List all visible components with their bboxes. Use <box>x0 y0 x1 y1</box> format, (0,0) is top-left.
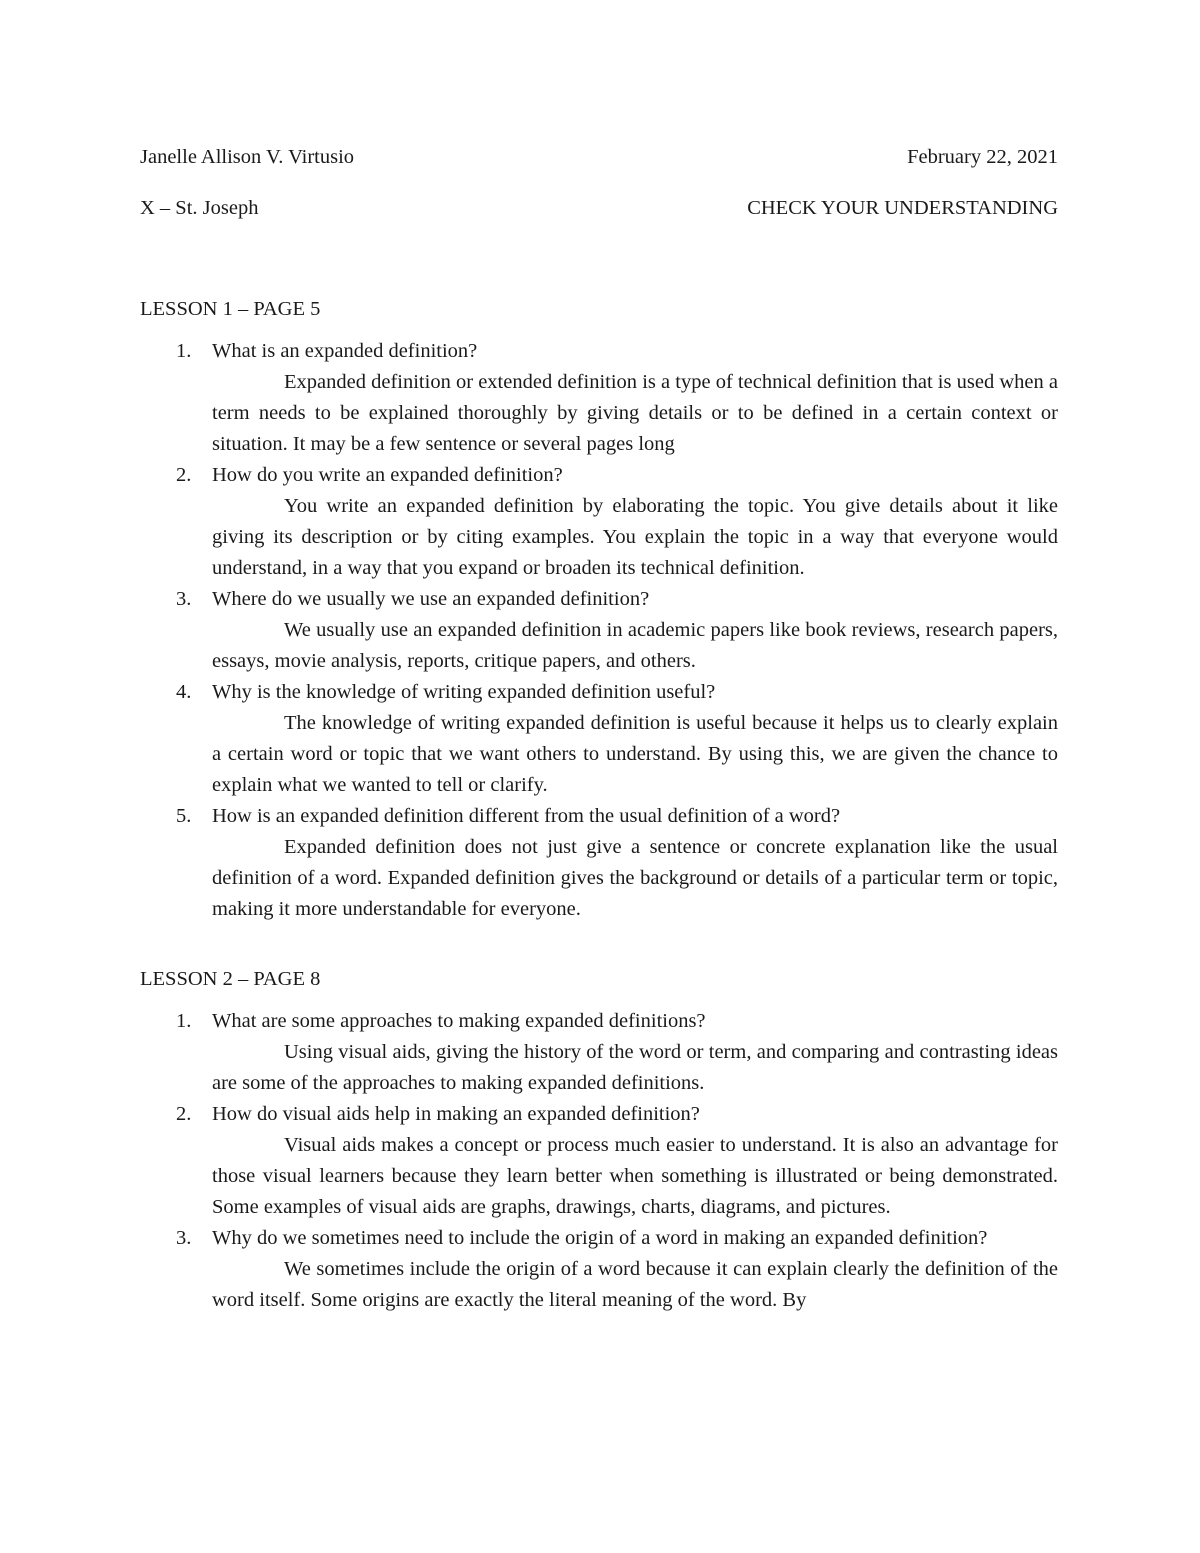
lesson-1-section <box>140 296 1058 925</box>
question-list <box>140 336 1058 925</box>
class-section: X – St. Joseph <box>140 197 259 219</box>
answer-text: Visual aids makes a concept or process much easier to understand. It is also an advantage for those visual learners because they learn better when something is illustrated or being demonstrated. Some examples of visual aids are graphs, drawings, charts, diagrams, and pictures. <box>212 1134 1058 1218</box>
question-text: What is an expanded definition? <box>212 340 478 362</box>
answer-text: We sometimes include the origin of a word because it can explain clearly the definition of the word itself. Some origins are exactly the literal meaning of the word. By <box>212 1258 1058 1311</box>
document-date: February 22, 2021 <box>907 146 1058 168</box>
item-number: 2. <box>176 1103 192 1125</box>
list-item <box>140 677 1058 801</box>
question-text: Where do we usually we use an expanded definition? <box>212 588 650 610</box>
lesson-title: LESSON 1 – PAGE 5 <box>140 298 321 320</box>
header-row-name-date <box>140 144 1058 170</box>
answer-text: You write an expanded definition by elaborating the topic. You give details about it like giving its description or by citing examples. You explain the topic in a way that everyone would understand, in a way that you expand or broaden its technical definition. <box>212 495 1058 579</box>
question-text: How do visual aids help in making an expanded definition? <box>212 1103 700 1125</box>
answer-text: We usually use an expanded definition in academic papers like book reviews, research papers, essays, movie analysis, reports, critique papers, and others. <box>212 619 1058 672</box>
item-number: 5. <box>176 805 192 827</box>
question-text: Why is the knowledge of writing expanded definition useful? <box>212 681 716 703</box>
student-name: Janelle Allison V. Virtusio <box>140 146 355 168</box>
list-item <box>140 1223 1058 1316</box>
assignment-title: CHECK YOUR UNDERSTANDING <box>747 197 1058 219</box>
list-item <box>140 584 1058 677</box>
answer-text: The knowledge of writing expanded definition is useful because it helps us to clearly explain a certain word or topic that we want others to understand. By using this, we are given the chance to explain what we wanted to tell or clarify. <box>212 712 1058 796</box>
answer-text: Using visual aids, giving the history of the word or term, and comparing and contrasting ideas are some of the approaches to making expanded definitions. <box>212 1041 1058 1094</box>
item-number: 3. <box>176 588 192 610</box>
item-number: 3. <box>176 1227 192 1249</box>
answer-text: Expanded definition or extended definition is a type of technical definition that is used when a term needs to be explained thoroughly by giving details or to be defined in a certain context or situation. It may be a few sentence or several pages long <box>212 371 1058 455</box>
question-text: Why do we sometimes need to include the origin of a word in making an expanded definition? <box>212 1227 988 1249</box>
question-text: What are some approaches to making expanded definitions? <box>212 1010 706 1032</box>
lesson-2-section <box>140 966 1058 1316</box>
list-item <box>140 801 1058 925</box>
item-number: 2. <box>176 464 192 486</box>
list-item <box>140 460 1058 584</box>
list-item <box>140 336 1058 460</box>
question-list <box>140 1006 1058 1316</box>
list-item <box>140 1006 1058 1099</box>
item-number: 1. <box>176 340 192 362</box>
item-number: 1. <box>176 1010 192 1032</box>
header-row-section-assignment <box>140 195 1058 221</box>
list-item <box>140 1099 1058 1223</box>
answer-text: Expanded definition does not just give a sentence or concrete explanation like the usual definition of a word. Expanded definition gives the background or details of a particular term or topic, making it more understandable for everyone. <box>212 836 1058 920</box>
question-text: How is an expanded definition different from the usual definition of a word? <box>212 805 841 827</box>
question-text: How do you write an expanded definition? <box>212 464 563 486</box>
item-number: 4. <box>176 681 192 703</box>
lesson-title: LESSON 2 – PAGE 8 <box>140 968 321 990</box>
